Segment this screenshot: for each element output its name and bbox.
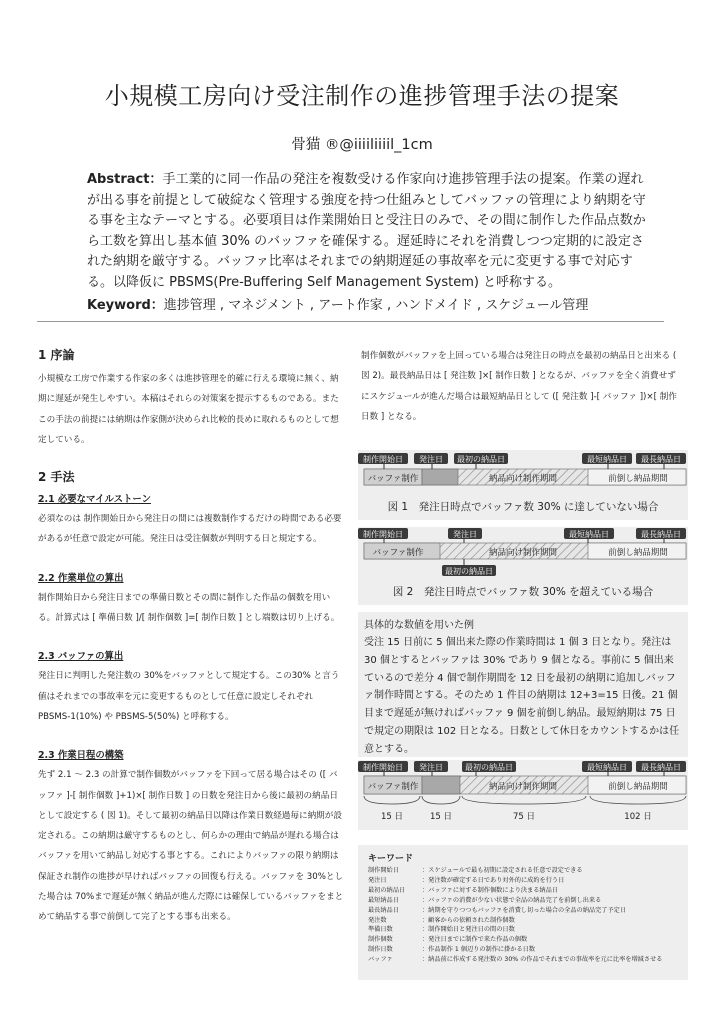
duration-1: 15 日 xyxy=(380,812,404,822)
keywords-box xyxy=(358,845,688,980)
tag-order: 発注日 xyxy=(419,763,443,772)
example-title: 具体的な数値を用いた例 xyxy=(364,620,474,631)
figure-3-diagram xyxy=(358,760,688,830)
section-2-heading: 2 手法 xyxy=(38,470,75,485)
seg-buffer: バッファ制作 xyxy=(372,548,424,558)
kw-def: ：スケジュールで最も初期に設定される任意で設定できる xyxy=(422,867,583,874)
kw-def: ：バッファの消費が少ない状態で全品の納品完了を前倒し出来る xyxy=(422,896,602,904)
kw-def: ：納品前に作成する発注数の 30% の作品でそれまでの事故率を元に比率を増減させる xyxy=(422,956,663,964)
duration-2: 15 日 xyxy=(429,812,453,822)
section-2-1-text: 必須なのは 制作開始日から発注日の間には複数制作するだけの時間である必要があるが任意で設定が可能。発注日は受注個数が判明する日と規定する。 xyxy=(38,514,342,545)
section-2-4-heading: 2.3 作業日程の構築 xyxy=(38,750,124,762)
tag-first-delivery: 最初の納品日 xyxy=(445,567,493,576)
tag-order: 発注日 xyxy=(419,455,443,464)
tag-longest: 最長納品日 xyxy=(641,455,681,464)
page-title: 小規模工房向け受注制作の進捗管理手法の提案 xyxy=(104,82,620,110)
seg-early: 前倒し納品期間 xyxy=(608,474,668,484)
kw-term: バッファ xyxy=(368,956,393,964)
kw-def: ：納期を守りつつもバッファを消費し切った場合の全品の納品完了予定日 xyxy=(422,906,627,914)
abstract-label: Abstract： xyxy=(87,172,163,187)
kw-term: 最長納品日 xyxy=(368,906,399,914)
kw-term: 制作日数 xyxy=(368,946,393,954)
right-column-intro xyxy=(361,346,677,427)
figure-2-caption: 図 2 発注日時点でバッファ数 30% を超えている場合 xyxy=(392,586,654,598)
keyword-line xyxy=(87,294,647,313)
list-item xyxy=(368,886,678,896)
seg-early: 前倒し納品期間 xyxy=(608,548,668,558)
seg-production: 納品向け制作期間 xyxy=(488,548,558,558)
figure-2-diagram xyxy=(358,527,688,605)
section-2-1-heading: 2.1 必要なマイルストーン xyxy=(38,494,151,506)
tag-longest: 最長納品日 xyxy=(641,530,681,539)
tag-shortest: 最短納品日 xyxy=(587,763,627,772)
tag-shortest: 最短納品日 xyxy=(569,530,609,539)
tag-shortest: 最短納品日 xyxy=(587,455,627,464)
section-1-heading: 1 序論 xyxy=(38,348,75,362)
seg-production: 納品向け制作期間 xyxy=(488,782,558,792)
seg-buffer: バッファ制作 xyxy=(367,474,419,484)
tag-start: 制作開始日 xyxy=(363,763,403,772)
section-2-2-heading: 2.2 作業単位の算出 xyxy=(38,572,124,584)
section-2-3-heading: 2.3 バッファの算出 xyxy=(38,651,124,663)
left-column xyxy=(38,346,344,928)
list-item xyxy=(368,925,678,935)
list-item xyxy=(368,906,678,916)
figure-1-caption: 図 1 発注日時点でバッファ数 30% に達していない場合 xyxy=(387,501,659,513)
abstract-text: 手工業的に同一作品の発注を複数受ける作家向け進捗管理手法の提案。作業の遅れが出る事を前提として破綻なく管理する強度を持つ仕組みとしてバッファの管理により納期を守る事を主なテーマとする。必要項目は作業開始日と受注日のみで、その間に制作した作品点数から工数を算出し基本値 30% のバッファを確保する。遅延時にそれを消費しつつ定期的に設定された納期を厳守する。バッファ比率はそれまでの納期遅延の事故率を元に変更する事で対応する。以降仮に PBSMS(Pre-Buffering Self Management System) と呼称する。 xyxy=(87,172,646,290)
keyword-text: 進捗管理 , マネジメント , アート作家 , ハンドメイド , スケジュール管理 xyxy=(163,298,589,313)
kw-term: 発注数 xyxy=(368,916,387,924)
duration-4: 102 日 xyxy=(624,812,652,822)
kw-term: 最短納品日 xyxy=(368,896,399,904)
figure-3 xyxy=(358,760,688,830)
kw-def: ：発注日までに制作で来た作品の個数 xyxy=(422,936,528,944)
kw-term: 制作開始日 xyxy=(368,867,399,874)
seg-early: 前倒し納品期間 xyxy=(608,782,668,792)
section-2-3-text: 発注日に判明した発注数の 30%をバッファとして規定する。この30% と言う値はそれまでの事故率を元に変更するものとして任意に設定しそれぞれ PBSMS-1(10%) や PBSMS-5(50%) と呼称する。 xyxy=(38,671,340,722)
kw-def: ：制作開始日と発注日の間の日数 xyxy=(422,926,515,934)
list-item xyxy=(368,866,678,876)
duration-3: 75 日 xyxy=(512,812,536,822)
figure-1 xyxy=(358,450,688,520)
section-2-2-text: 制作開始日から発注日までの準備日数とその間に制作した作品の個数を用いる。計算式は [ 準備日数 ]/[ 制作個数 ]=[ 制作日数 ] とし端数は切り上げる。 xyxy=(38,592,340,624)
kw-def: ：発注数が確定する日であり対外的に成約を行う日 xyxy=(422,876,565,884)
section-2-4-text: 先ず 2.1 ～ 2.3 の計算で制作個数がバッファを下回って居る場合はその ([ バッファ ]-[ 制作個数 ]+1)×[ 制作日数 ] の日数を発注日から後に最初の納品日として設定する ( 図 1)。そして最初の納品日以降は作業日数経過毎に納期が設定される。この納期は厳守するものとし、何らかの理由で納品が遅れる場合はバッファを用いて納品し対応する事とする。これによりバッファの限り納期は保証され制作の進捗が早ければバッファの回復も行える。バッファを 30%とした場合は 70%まで遅延が無く納品が進んだ際には確保しているバッファをまとめて納品する事で前倒して完了とする事も出来る。 xyxy=(38,770,344,923)
kw-def: ：顧客からの依頼された制作個数 xyxy=(422,916,515,924)
tag-longest: 最長納品日 xyxy=(641,763,681,772)
example-box xyxy=(358,612,688,757)
figure-1-diagram xyxy=(358,450,688,520)
tag-order: 発注日 xyxy=(453,530,477,539)
kw-term: 制作個数 xyxy=(368,936,393,944)
tag-first-delivery: 最初の納品日 xyxy=(457,455,505,464)
right-intro-text: 制作個数がバッファを上回っている場合は発注日の時点を最初の納品日と出来る ( 図 2)。最長納品日は [ 発注数 ]×[ 制作日数 ] となるが、バッファを全く消費せずにスケジュールが進んだ場合は最短納品日として ([ 発注数 ]-[ バッファ ])×[ 制作日数 ] となる。 xyxy=(361,351,677,422)
author-line: 骨猫 ®@iiiiliiiil_1cm xyxy=(291,137,433,153)
example-text: 受注 15 日前に 5 個出来た際の作業時間は 1 個 3 日となり。発注は 30 個とするとバッファは 30% であり 9 個となる。事前に 5 個出来ているので差分 4 個で制作期間を 12 日を最初の納期に追加しバッファ制作時間とする。そのため 1 件目の納期は 12+3=15 日後。21 個目まで遅延が無ければバッファ 9 個を前倒し納品。最短納期は 75 日で規定の期限は 102 日となる。日数として休日をカウントするかは任意とする。 xyxy=(364,637,680,755)
list-item xyxy=(368,955,678,965)
tag-first-delivery: 最初の納品日 xyxy=(465,763,513,772)
keyword-label: Keyword： xyxy=(87,298,164,313)
seg-production: 納品向け制作期間 xyxy=(488,474,558,484)
abstract xyxy=(87,170,647,293)
divider xyxy=(37,321,664,322)
kw-term: 最初の納品日 xyxy=(368,886,406,894)
gap-segment xyxy=(422,469,458,485)
keywords-title: キーワード xyxy=(368,854,414,864)
kw-term: 発注日 xyxy=(368,876,387,884)
list-item xyxy=(368,876,678,886)
list-item xyxy=(368,945,678,955)
kw-term: 準備日数 xyxy=(368,926,393,934)
kw-def: ：バッファに対する制作個数により決まる納品日 xyxy=(422,886,558,894)
kw-def: ：作品制作 1 個辺りの制作に掛かる日数 xyxy=(422,946,536,954)
list-item xyxy=(368,896,678,906)
list-item xyxy=(368,916,678,926)
tag-start: 制作開始日 xyxy=(363,455,403,464)
section-1-text: 小規模な工房で作業する作家の多くは進捗管理を的確に行える環境に無く、納期に遅延が発生しやすい。本稿はそれらの対策案を提示するものである。またこの手法の前提には納期は作家側が決められ比較的長めに取れるものとして想定している。 xyxy=(38,374,339,445)
seg-buffer: バッファ制作 xyxy=(367,782,419,792)
figure-2 xyxy=(358,527,688,605)
tag-start: 制作開始日 xyxy=(363,530,403,539)
list-item xyxy=(368,935,678,945)
